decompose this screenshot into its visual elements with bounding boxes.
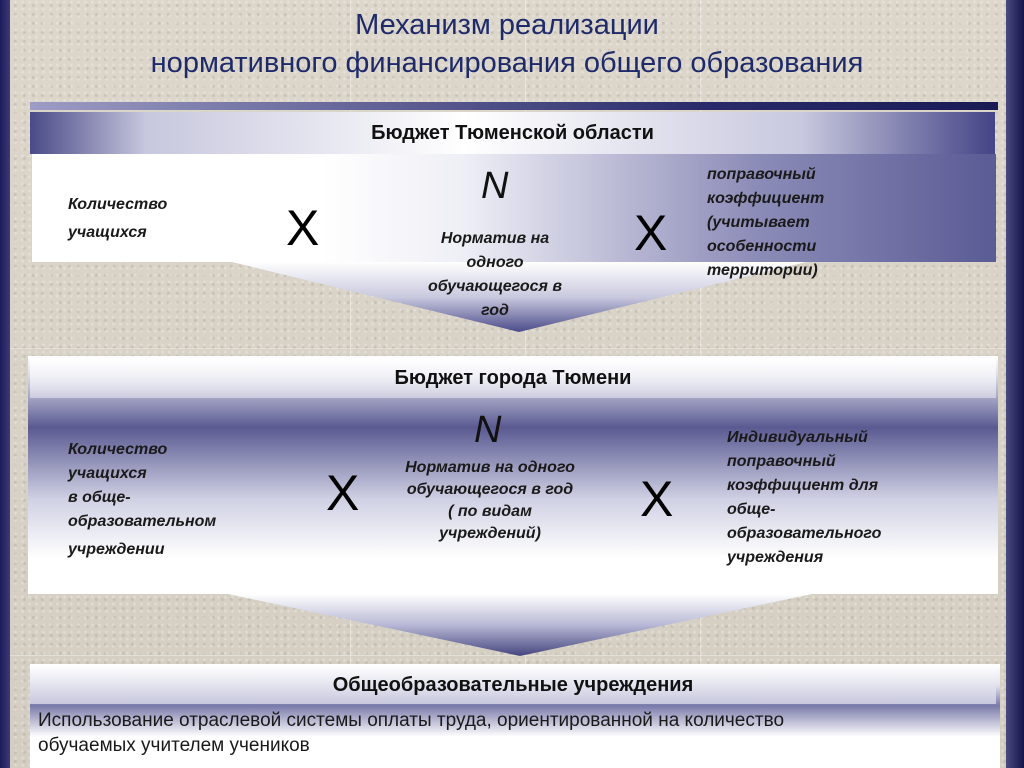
norm-symbol: N [481,165,509,207]
arrow-down-2 [228,594,812,656]
norm-line: год [481,302,509,319]
coef-line: особенности [707,238,817,255]
multiply-sign: Х [640,471,674,527]
city-students-line: учащихся [68,465,147,482]
norm-line: Норматив на одного [405,459,575,476]
coef-line: образовательного [727,525,882,542]
coef-line: коэффициент [707,190,825,207]
title-line-2: нормативного финансирования общего образования [150,47,864,79]
coef-line: территории) [707,262,818,279]
regional-norm-label [405,227,585,323]
city-budget-header: Бюджет города Тюмени [30,358,996,398]
coef-line: обще- [727,501,776,518]
city-norm-label [385,457,595,545]
coef-line: поправочный [727,453,836,470]
multiply-sign: Х [286,200,320,256]
regional-students-line: Количество [68,196,168,213]
norm-line: Норматив на [440,230,550,247]
regional-budget-header: Бюджет Тюменской области [30,112,995,154]
city-students-line: в обще- [68,489,131,506]
norm-line: обучающегося в [427,278,563,295]
coef-line: Индивидуальный [727,429,868,446]
description-line: обучаемых учителем учеников [38,735,310,756]
norm-symbol: N [474,409,502,451]
title-underline [30,102,998,110]
norm-line: одного [466,254,524,271]
coef-line: (учитывает [707,214,810,231]
city-students-line: учреждении [68,541,165,558]
coef-line: коэффициент для [727,477,878,494]
norm-line: учреждений) [439,525,541,542]
city-students-label [68,438,216,562]
left-frame-bar [0,0,10,768]
institutions-header: Общеобразовательные учреждения [30,666,996,704]
regional-coefficient-label [707,163,824,283]
description-line: Использование отраслевой системы оплаты труда, ориентированной на количество [38,710,785,731]
regional-students-label [68,193,167,245]
slide-title [10,6,1004,82]
multiply-sign: Х [326,465,360,521]
multiply-sign: Х [634,205,668,261]
coef-line: поправочный [707,166,816,183]
coef-line: учреждения [727,549,824,566]
city-students-line: Количество [68,441,168,458]
city-students-line: образовательном [68,513,217,530]
norm-line: ( по видам [448,503,532,520]
grid-line [0,348,1024,349]
right-frame-bar [1006,0,1024,768]
city-coefficient-label [727,426,881,570]
regional-students-line: учащихся [68,224,147,241]
norm-line: обучающегося в год [406,481,574,498]
institutions-description [38,708,784,758]
title-line-1: Механизм реализации [355,9,659,41]
